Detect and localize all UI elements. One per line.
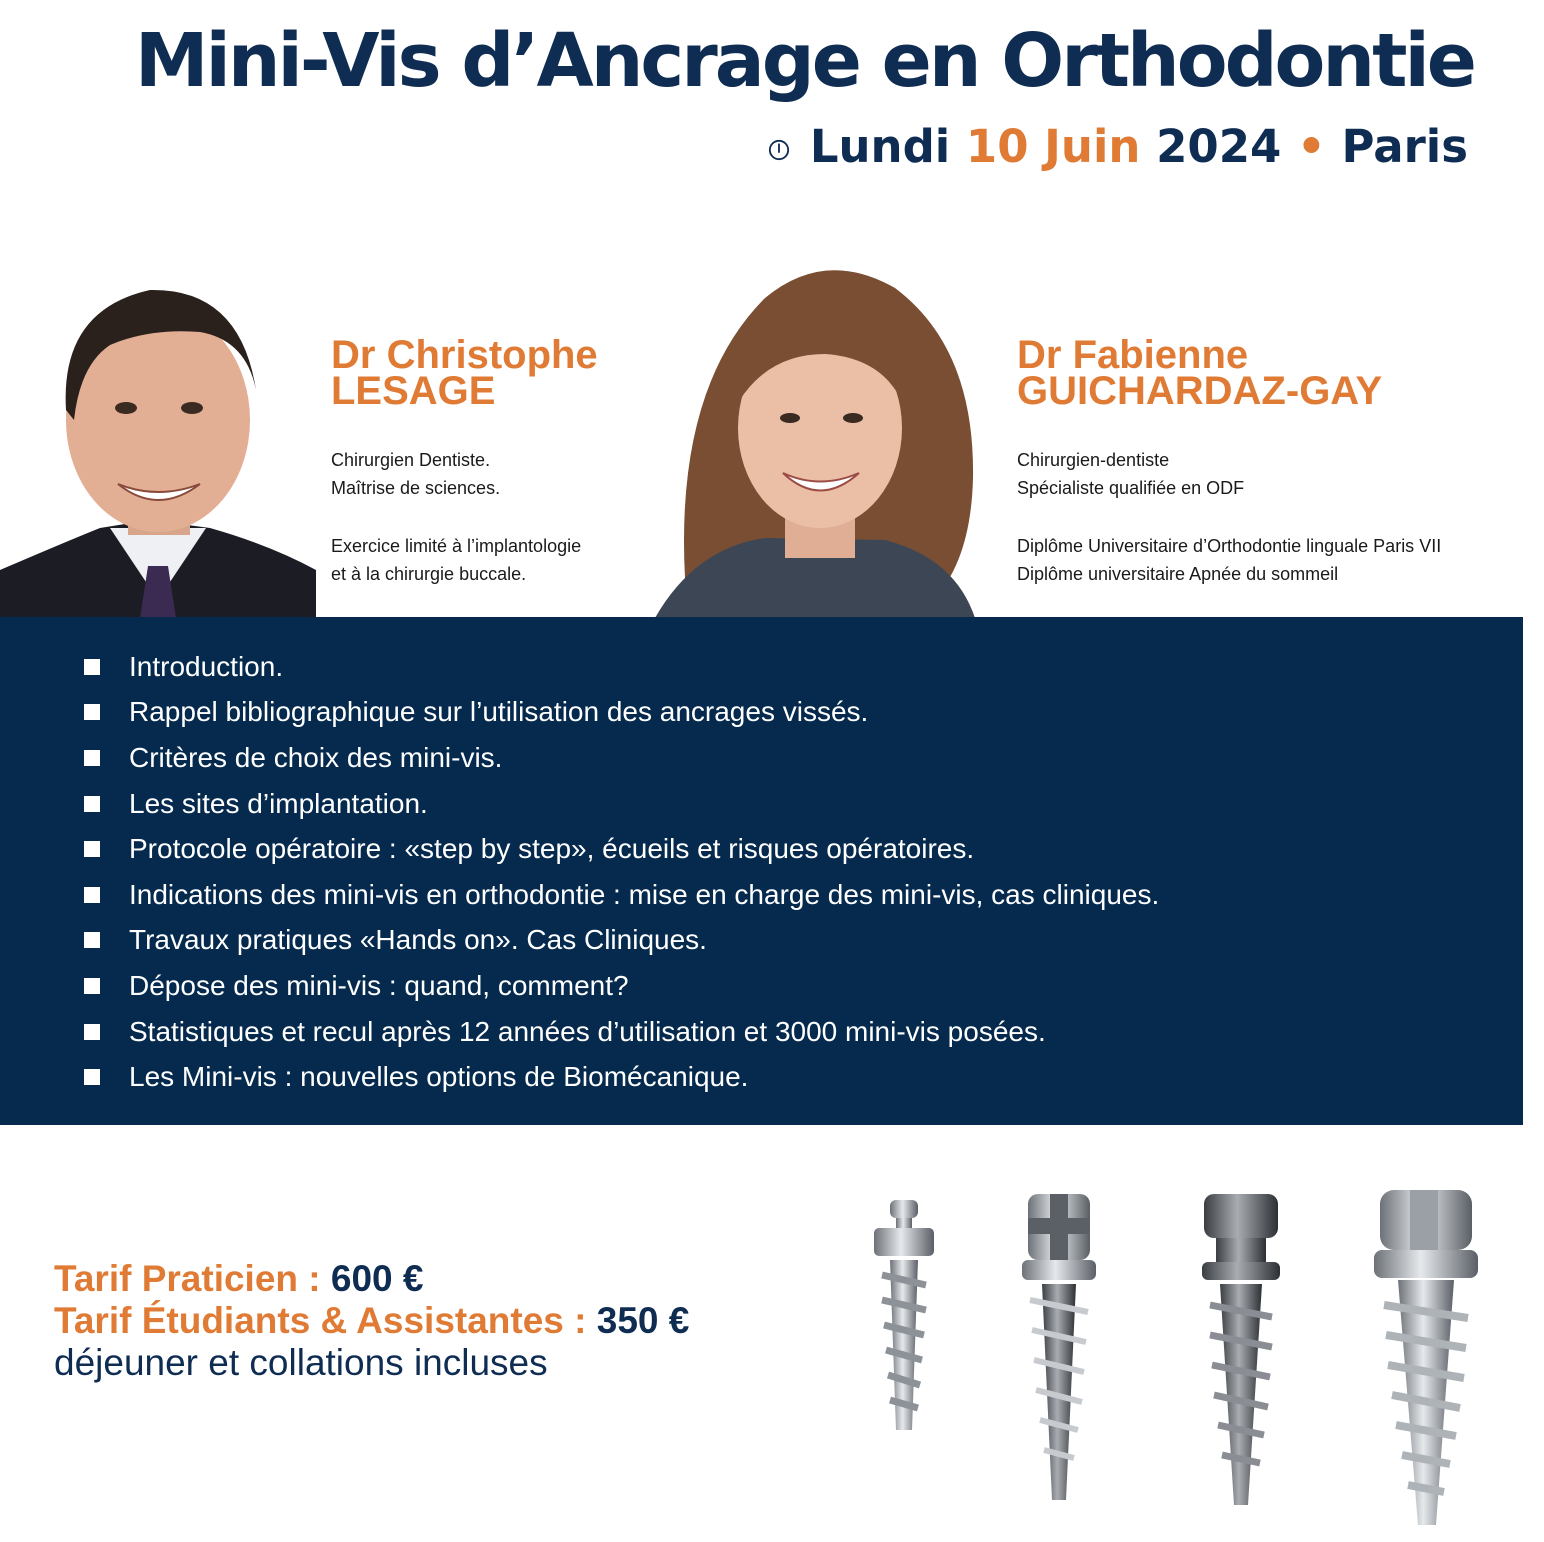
date-day: Lundi [809,120,951,173]
speaker-name-guichardaz-gay: Dr Fabienne GUICHARDAZ-GAY [1017,333,1383,413]
screw-2-icon [1022,1194,1096,1500]
square-bullet-icon [84,659,100,675]
pricing-note: déjeuner et collations incluses [54,1342,548,1383]
student-price-row: Tarif Étudiants & Assistantes : 350 € [54,1300,690,1341]
program-item: Indications des mini-vis en orthodontie : mise en charge des mini-vis, cas cliniques. [84,872,1523,918]
screw-1-icon [874,1200,934,1430]
program-item: Introduction. [84,644,1523,690]
program-section [0,617,1523,1125]
program-item: Statistiques et recul après 12 années d’utilisation et 3000 mini-vis posées. [84,1009,1523,1055]
program-item: Travaux pratiques «Hands on». Cas Cliniques. [84,918,1523,964]
date-separator: • [1297,120,1326,173]
speaker-photo-guichardaz-gay [655,258,975,618]
program-item: Protocole opératoire : «step by step», écueils et risques opératoires. [84,826,1523,872]
date-year: 2024 [1156,120,1282,173]
speaker-photo-lesage [0,270,316,618]
event-city: Paris [1341,120,1468,173]
square-bullet-icon [84,887,100,903]
square-bullet-icon [84,1069,100,1085]
square-bullet-icon [84,796,100,812]
event-date-location [768,120,1468,173]
square-bullet-icon [84,841,100,857]
date-main: 10 Juin [965,120,1141,173]
page-title: Mini-Vis d’Ancrage en Orthodontie [134,18,1474,104]
program-item: Dépose des mini-vis : quand, comment? [84,963,1523,1009]
square-bullet-icon [84,704,100,720]
square-bullet-icon [84,1024,100,1040]
program-item: Rappel bibliographique sur l’utilisation des ancrages vissés. [84,690,1523,736]
speaker-name-lesage: Dr Christophe LESAGE [331,333,598,413]
square-bullet-icon [84,750,100,766]
program-item: Les sites d’implantation. [84,781,1523,827]
screw-4-icon [1374,1190,1478,1525]
clock-icon [768,139,790,161]
pricing-block [54,1258,689,1384]
program-item: Critères de choix des mini-vis. [84,735,1523,781]
program-list [0,617,1523,1100]
practitioner-price-row: Tarif Praticien : 600 € [54,1258,424,1299]
square-bullet-icon [84,978,100,994]
square-bullet-icon [84,932,100,948]
screw-3-icon [1202,1194,1280,1505]
program-item: Les Mini-vis : nouvelles options de Biomécanique. [84,1054,1523,1100]
mini-screws-illustration [850,1180,1530,1530]
speaker-desc-lesage: Chirurgien Dentiste. Maîtrise de sciences. Exercice limité à l’implantologie et à la chirurgie buccale. [331,450,582,584]
speaker-desc-guichardaz-gay: Chirurgien-dentiste Spécialiste qualifiée en ODF Diplôme Universitaire d’Orthodontie linguale Paris VII Diplôme universitaire Apnée du sommeil [1017,450,1442,584]
